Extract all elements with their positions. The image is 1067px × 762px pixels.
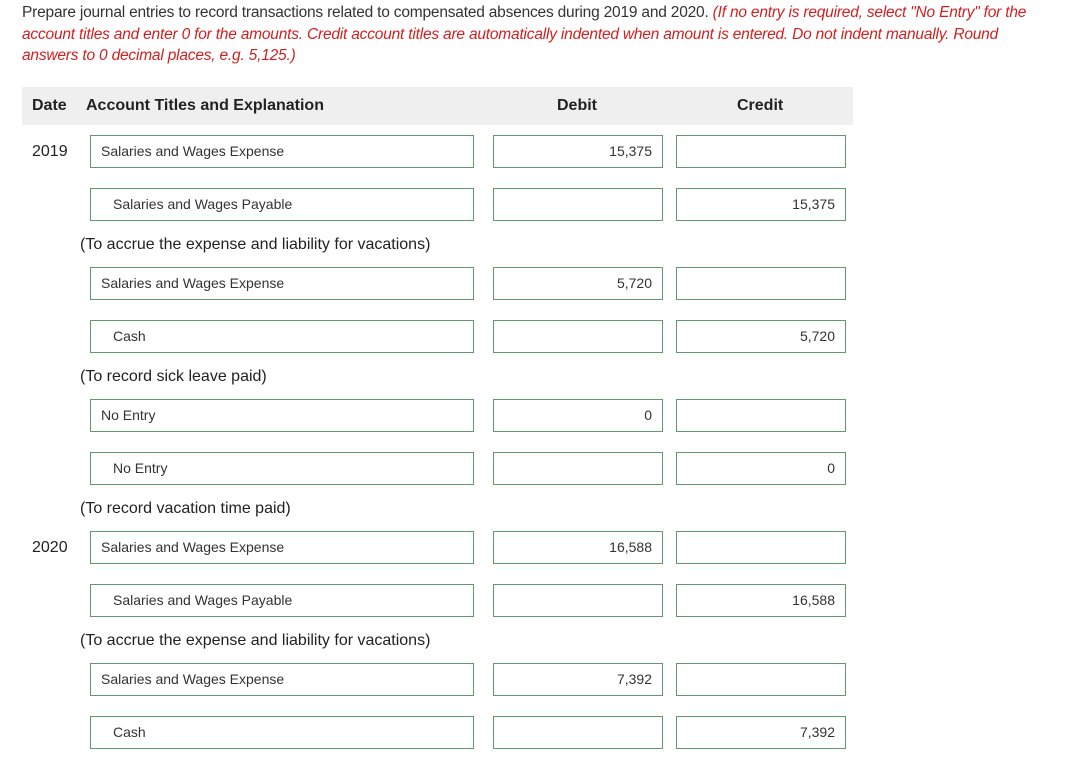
account-title-input[interactable]: Cash (90, 716, 474, 749)
credit-input[interactable] (676, 267, 846, 300)
account-title-input[interactable]: Salaries and Wages Expense (90, 135, 474, 168)
debit-input[interactable]: 5,720 (493, 267, 663, 300)
credit-input[interactable] (676, 399, 846, 432)
debit-input[interactable]: 7,392 (493, 663, 663, 696)
debit-input[interactable]: 16,588 (493, 531, 663, 564)
header-debit: Debit (557, 97, 597, 114)
debit-input[interactable] (493, 452, 663, 485)
credit-input[interactable]: 7,392 (676, 716, 846, 749)
entry-date: 2020 (32, 539, 68, 556)
account-title-input[interactable]: Salaries and Wages Expense (90, 663, 474, 696)
account-title-input[interactable]: No Entry (90, 452, 474, 485)
account-title-input[interactable]: Salaries and Wages Payable (90, 188, 474, 221)
entry-explanation: (To accrue the expense and liability for vacations) (80, 632, 431, 649)
entry-explanation: (To record vacation time paid) (80, 500, 291, 517)
account-title-input[interactable]: Salaries and Wages Payable (90, 584, 474, 617)
credit-input[interactable]: 5,720 (676, 320, 846, 353)
account-title-input[interactable]: Salaries and Wages Expense (90, 531, 474, 564)
credit-input[interactable] (676, 663, 846, 696)
header-account-titles: Account Titles and Explanation (86, 97, 324, 114)
debit-input[interactable]: 15,375 (493, 135, 663, 168)
instructions-note: (If no entry is required, select "No Entry" for the account titles and enter 0 for the amounts. Credit account titles are automatically indented when amount is entered. Do not indent manually. Round answers to 0 decimal places, e.g. 5,125.) (22, 4, 1027, 64)
instructions (22, 2, 1057, 67)
account-title-input[interactable]: Salaries and Wages Expense (90, 267, 474, 300)
table-header (22, 87, 853, 125)
header-date: Date (32, 97, 67, 114)
entry-date: 2019 (32, 143, 68, 160)
header-credit: Credit (737, 97, 784, 114)
credit-input[interactable]: 15,375 (676, 188, 846, 221)
credit-input[interactable]: 0 (676, 452, 846, 485)
credit-input[interactable]: 16,588 (676, 584, 846, 617)
debit-input[interactable] (493, 716, 663, 749)
credit-input[interactable] (676, 135, 846, 168)
account-title-input[interactable]: No Entry (90, 399, 474, 432)
debit-input[interactable] (493, 188, 663, 221)
debit-input[interactable] (493, 584, 663, 617)
entry-explanation: (To accrue the expense and liability for vacations) (80, 236, 431, 253)
instructions-text: Prepare journal entries to record transactions related to compensated absences during 2019 and 2020. (22, 4, 713, 21)
credit-input[interactable] (676, 531, 846, 564)
account-title-input[interactable]: Cash (90, 320, 474, 353)
debit-input[interactable]: 0 (493, 399, 663, 432)
debit-input[interactable] (493, 320, 663, 353)
entry-explanation: (To record sick leave paid) (80, 368, 267, 385)
